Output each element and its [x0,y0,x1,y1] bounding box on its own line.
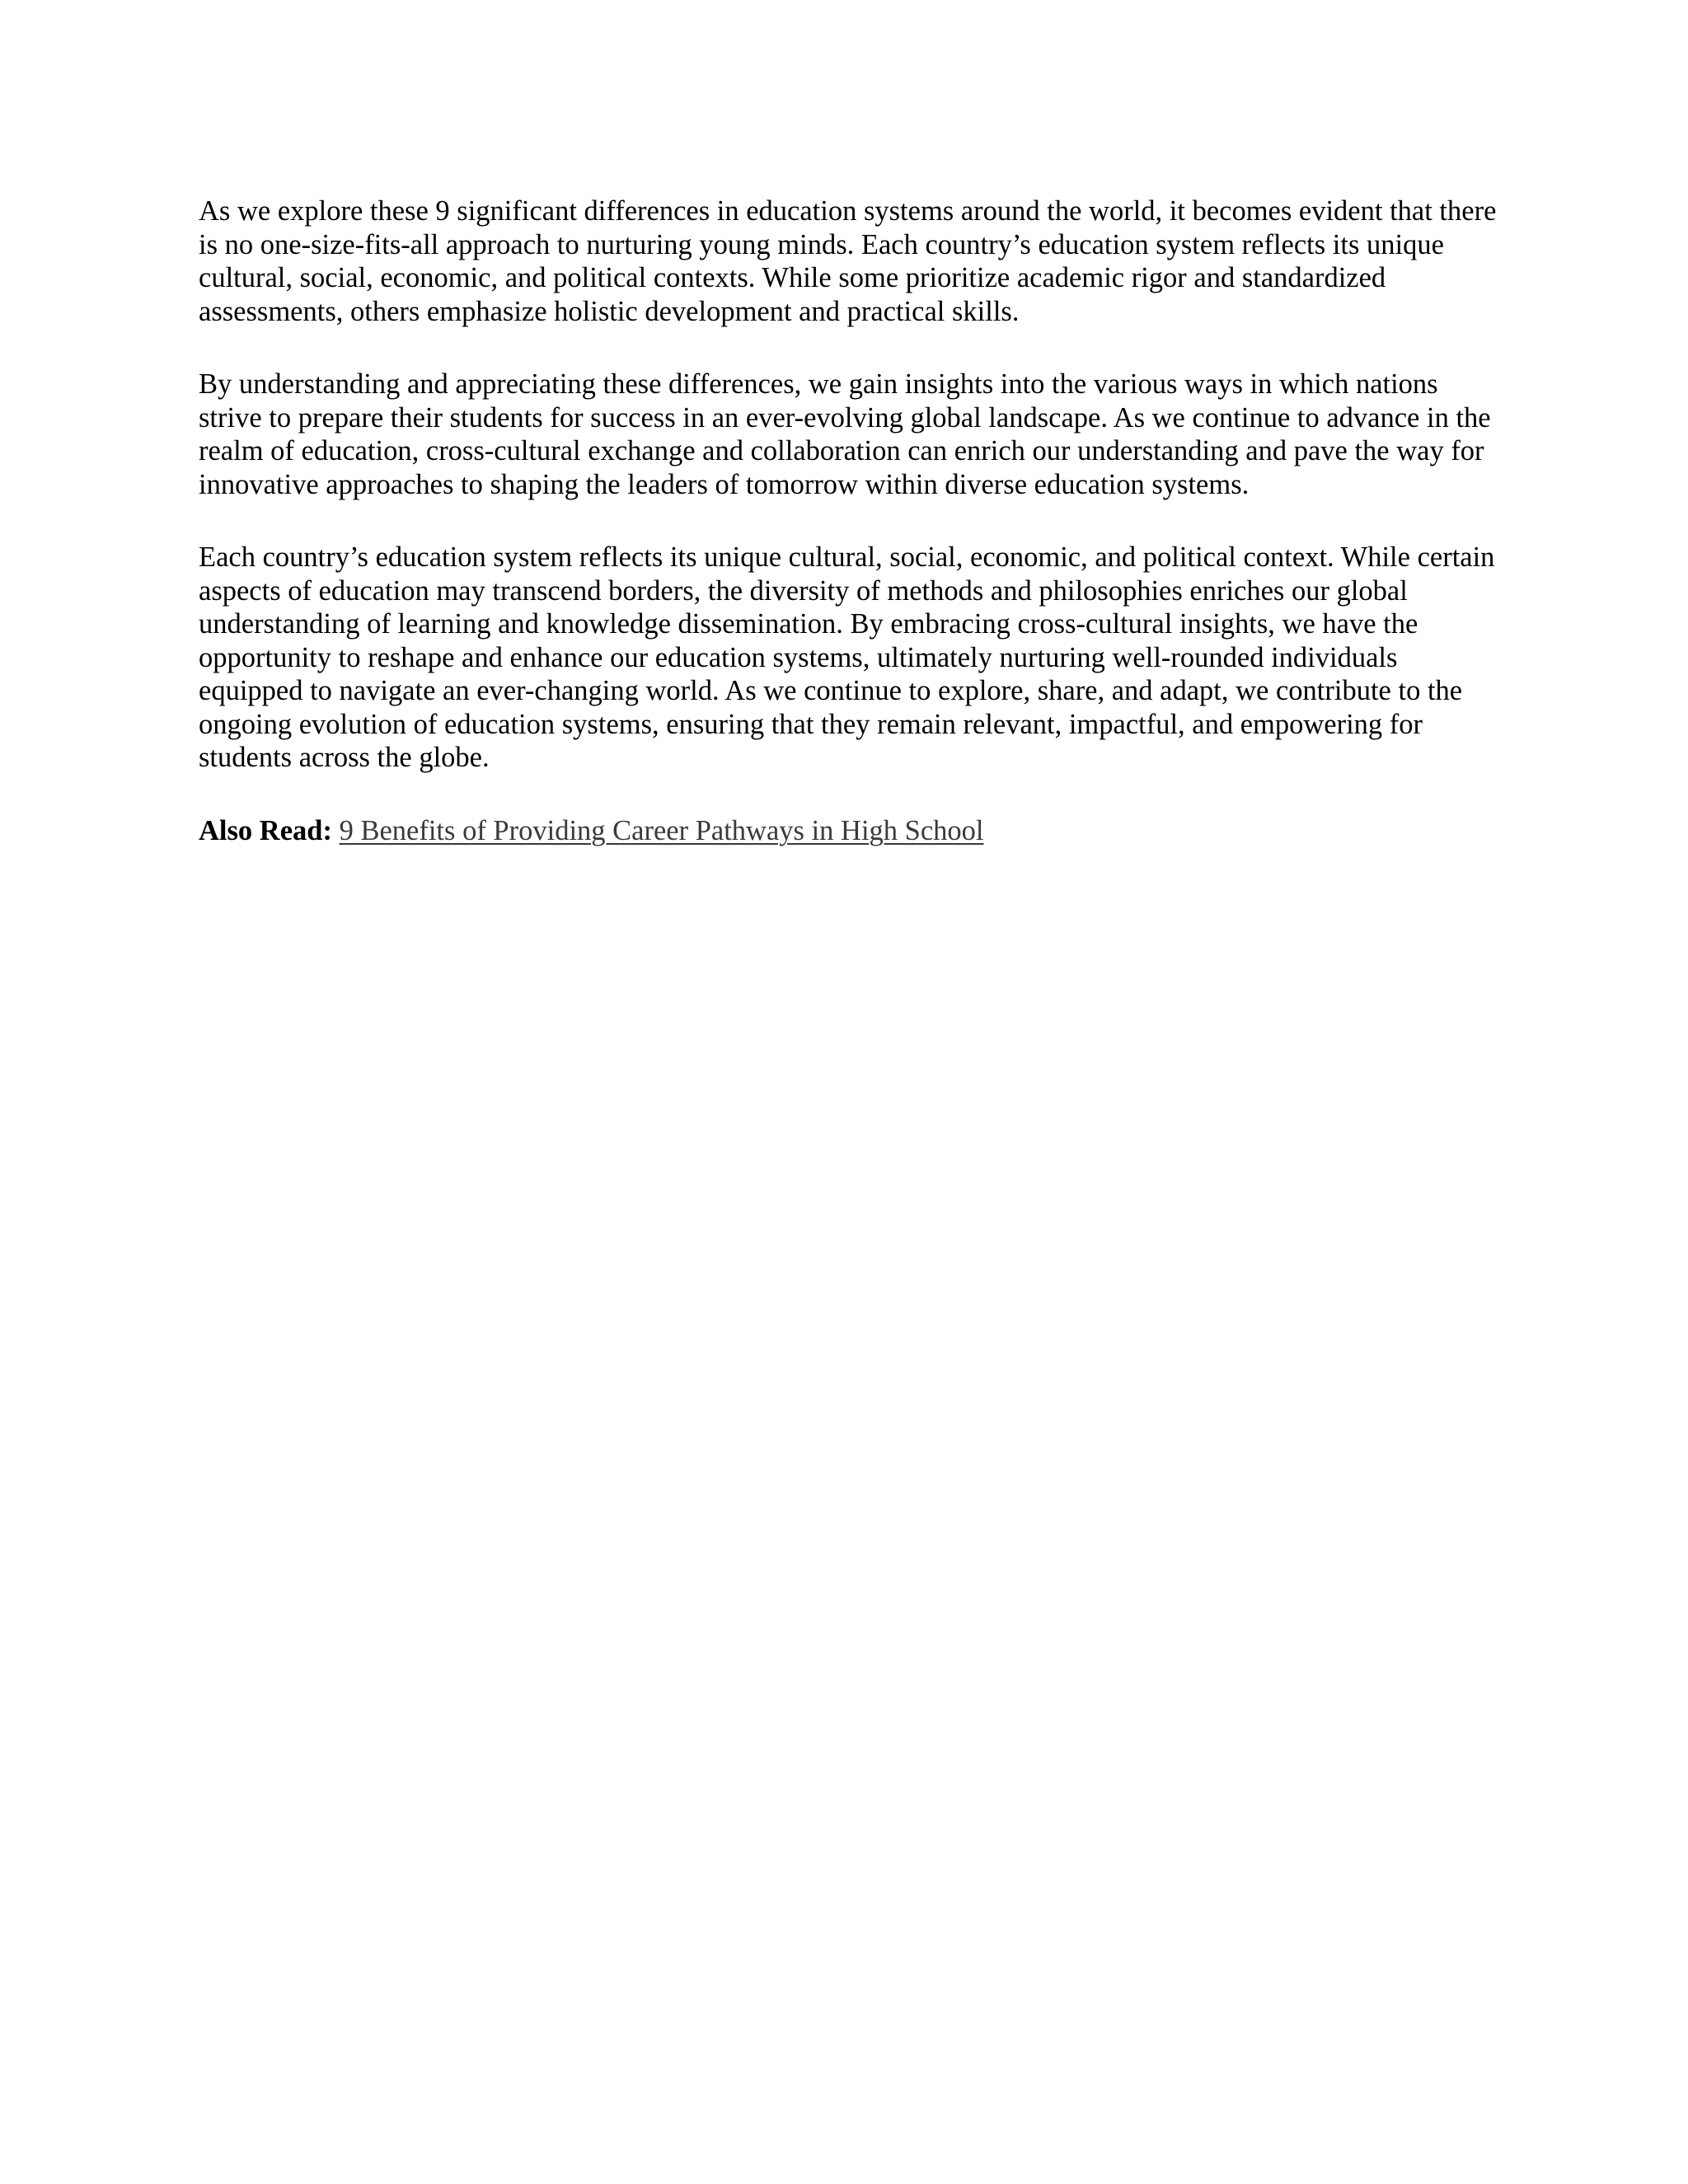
article-paragraph-2: By understanding and appreciating these differences, we gain insights into the various ways in which nations strive to prepare their students for success in an ever-evolving global landscape. As we continue to advance in the realm of education, cross-cultural exchange and collaboration can enrich our understanding and pave the way for innovative approaches to shaping the leaders of tomorrow within diverse education systems. [199,368,1491,500]
article-paragraph-1: As we explore these 9 significant differences in education systems around the world, it becomes evident that there is no one-size-fits-all approach to nurturing young minds. Each country’s education system reflects its unique cultural, social, economic, and political contexts. While some prioritize academic rigor and standardized assessments, others emphasize holistic development and practical skills. [199,195,1497,327]
also-read-label: Also Read: [199,814,332,846]
also-read-line [199,814,1501,848]
article-paragraph-3: Each country’s education system reflects its unique cultural, social, economic, and political context. While certain aspects of education may transcend borders, the diversity of methods and philosophies enriches our global understanding of learning and knowledge dissemination. By embracing cross-cultural insights, we have the opportunity to reshape and enhance our education systems, ultimately nurturing well-rounded individuals equipped to navigate an ever-changing world. As we continue to explore, share, and adapt, we contribute to the ongoing evolution of education systems, ensuring that they remain relevant, impactful, and empowering for students across the globe. [199,541,1495,773]
article-body [199,194,1501,847]
also-read-link[interactable]: 9 Benefits of Providing Career Pathways in High School [339,814,984,846]
